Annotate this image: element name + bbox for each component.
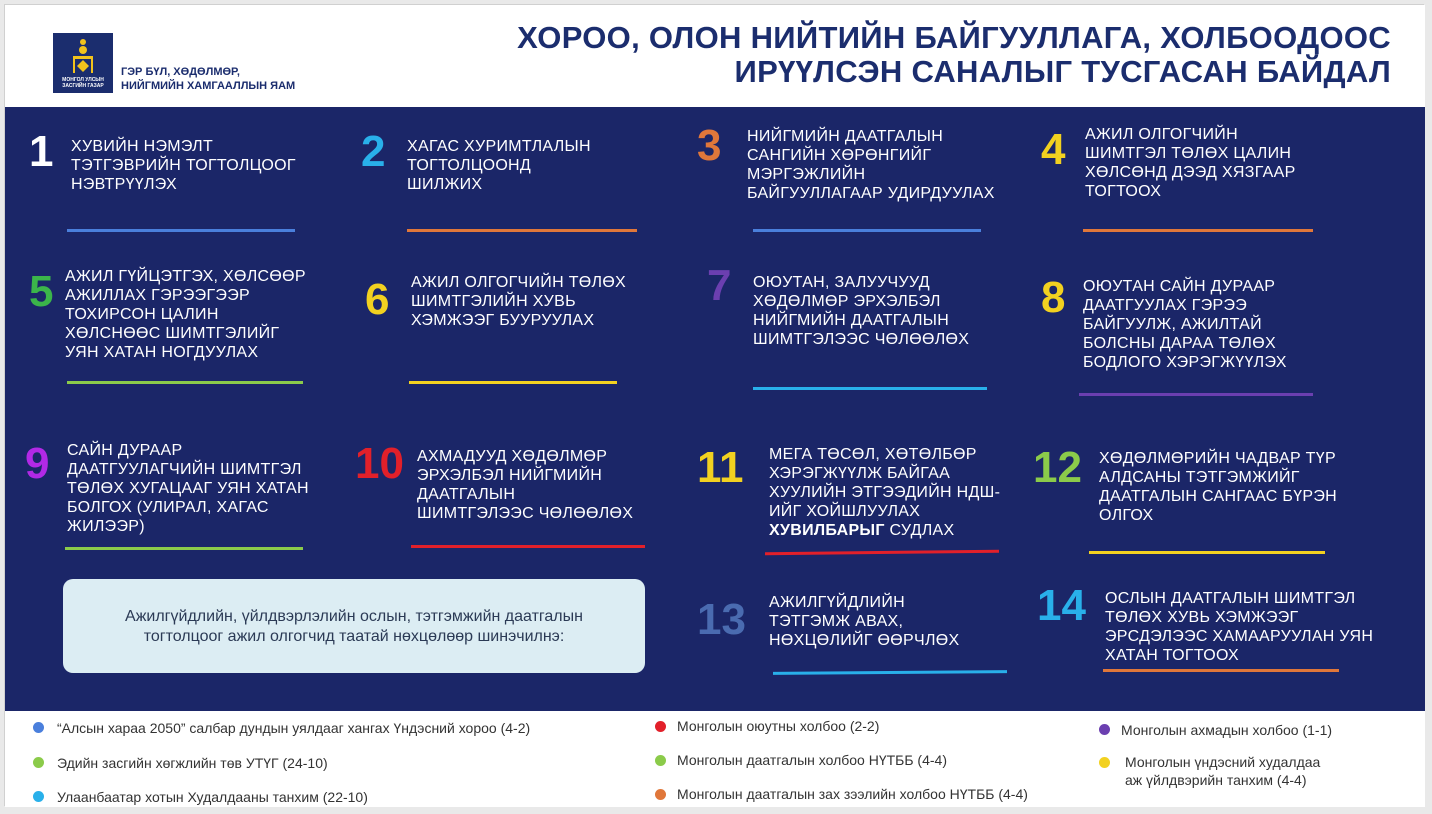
legend-item: “Алсын хараа 2050” салбар дундын уялдааг хангах Үндэсний хороо (4-2) xyxy=(57,720,531,736)
item-underline xyxy=(1089,551,1325,554)
item-underline xyxy=(1083,229,1313,232)
item-underline xyxy=(773,670,1007,675)
logo-text: МОНГОЛ УЛСЫН ЗАСГИЙН ГАЗАР xyxy=(62,77,104,89)
legend-item: Монголын ахмадын холбоо (1-1) xyxy=(1121,722,1333,738)
item-underline xyxy=(765,550,999,555)
item-underline xyxy=(407,229,637,232)
item-number: 12 xyxy=(1033,443,1082,492)
legend-dot xyxy=(1099,757,1110,768)
ministry-name: ГЭР БҮЛ, ХӨДӨЛМӨР, НИЙГМИЙН ХАМГААЛЛЫН ЯАМ xyxy=(121,66,296,92)
item-text: ХАГАС ХУРИМТЛАЛЫН ТОГТОЛЦООНД ШИЛЖИХ xyxy=(407,138,591,193)
item-text: ОЮУТАН, ЗАЛУУЧУУД ХӨДӨЛМӨР ЭРХЭЛБЭЛ НИЙГМИЙН ДААТГАЛЫН ШИМТГЭЛЭЭС ЧӨЛӨӨЛӨХ xyxy=(753,274,970,348)
item-underline xyxy=(409,381,617,384)
legend-item: Монголын оюутны холбоо (2-2) xyxy=(677,718,880,734)
item-number: 5 xyxy=(29,267,54,316)
legend-dot xyxy=(655,721,666,732)
item-underline xyxy=(67,381,303,384)
item-number: 8 xyxy=(1041,273,1066,322)
page-title: ХОРОО, ОЛОН НИЙТИЙН БАЙГУУЛЛАГА, ХОЛБООДООС ИРҮҮЛСЭН САНАЛЫГ ТУСГАСАН БАЙДАЛ xyxy=(517,20,1391,89)
item-text: ОСЛЫН ДААТГАЛЫН ШИМТГЭЛ ТӨЛӨХ ХУВЬ ХЭМЖЭЭГ ЭРСДЭЛЭЭС ХАМААРУУЛАН УЯН ХАТАН ТОГТООХ xyxy=(1105,590,1374,664)
legend-item: Монголын үндэсний худалдаа аж үйлдвэрийн танхим (4-4) xyxy=(1125,754,1321,788)
legend-item: Монголын даатгалын зах зээлийн холбоо НҮТББ (4-4) xyxy=(677,786,1028,802)
proposals-panel xyxy=(5,107,1425,711)
item-underline xyxy=(1079,393,1313,396)
legend-dot xyxy=(1099,724,1110,735)
item-underline xyxy=(753,229,981,232)
item-text: АХМАДУУД ХӨДӨЛМӨР ЭРХЭЛБЭЛ НИЙГМИЙН ДААТГАЛЫН ШИМТГЭЛЭЭС ЧӨЛӨӨЛӨХ xyxy=(417,448,634,522)
item-underline xyxy=(65,547,303,550)
item-text: АЖИЛ ОЛГОГЧИЙН ТӨЛӨХ ШИМТГЭЛИЙН ХУВЬ ХЭМЖЭЭГ БУУРУУЛАХ xyxy=(411,274,627,329)
item-number: 6 xyxy=(365,275,390,324)
legend-dot xyxy=(33,791,44,802)
item-text: АЖИЛГҮЙДЛИЙН ТЭТГЭМЖ АВАХ, НӨХЦӨЛИЙГ ӨӨРЧЛӨХ xyxy=(769,594,960,649)
legend-dot xyxy=(655,789,666,800)
item-text: АЖИЛ ОЛГОГЧИЙН ШИМТГЭЛ ТӨЛӨХ ЦАЛИН ХӨЛСӨНД ДЭЭД ХЯЗГААР ТОГТООХ xyxy=(1085,126,1296,200)
item-text: САЙН ДУРААР ДААТГУУЛАГЧИЙН ШИМТГЭЛ ТӨЛӨХ ХУГАЦААГ УЯН ХАТАН БОЛГОХ (УЛИРАЛ, ХАГАС ЖИЛЭЭР) xyxy=(67,442,309,535)
legend-item: Монголын даатгалын холбоо НҮТББ (4-4) xyxy=(677,752,947,768)
note-box: Ажилгүйдлийн, үйлдвэрлэлийн ослын, тэтгэмжийн даатгалын тогтолцоог ажил олгогчид таатай нөхцөлөөр шинэчилнэ: xyxy=(63,579,645,673)
item-number: 4 xyxy=(1041,125,1066,174)
item-text: ХӨДӨЛМӨРИЙН ЧАДВАР ТҮР АЛДСАНЫ ТЭТГЭМЖИЙГ ДААТГАЛЫН САНГААС БҮРЭН ОЛГОХ xyxy=(1099,450,1338,524)
item-underline xyxy=(753,387,987,390)
legend-item: Эдийн засгийн хөгжлийн төв УТҮГ (24-10) xyxy=(57,755,328,771)
item-number: 14 xyxy=(1037,581,1086,630)
item-underline xyxy=(67,229,295,232)
item-text: ХУВИЙН НЭМЭЛТ ТЭТГЭВРИЙН ТОГТОЛЦООГ НЭВТРҮҮЛЭХ xyxy=(71,138,296,193)
legend-item: Улаанбаатар хотын Худалдааны танхим (22-10) xyxy=(57,789,368,805)
government-logo xyxy=(53,33,113,93)
legend-dot xyxy=(655,755,666,766)
header xyxy=(5,5,1425,107)
legend xyxy=(5,711,1425,807)
item-number: 9 xyxy=(25,439,50,488)
item-text: НИЙГМИЙН ДААТГАЛЫН САНГИЙН ХӨРӨНГИЙГ МЭРГЭЖЛИЙН БАЙГУУЛЛАГААР УДИРДУУЛАХ xyxy=(747,128,995,202)
item-text: АЖИЛ ГҮЙЦЭТГЭХ, ХӨЛСӨӨР АЖИЛЛАХ ГЭРЭЭГЭЭР ТОХИРСОН ЦАЛИН ХӨЛСНӨӨС ШИМТГЭЛИЙГ УЯН ХАТАН НОГДУУЛАХ xyxy=(65,268,306,361)
item-number: 13 xyxy=(697,595,746,644)
legend-dot xyxy=(33,757,44,768)
item-number: 1 xyxy=(29,127,54,176)
item-text: ОЮУТАН САЙН ДУРААР ДААТГУУЛАХ ГЭРЭЭ БАЙГУУЛЖ, АЖИЛТАЙ БОЛСНЫ ДАРАА ТӨЛӨХ БОДЛОГО ХЭРЭГЖҮҮЛЭХ xyxy=(1083,278,1287,371)
legend-dot xyxy=(33,722,44,733)
item-underline xyxy=(411,545,645,548)
item-number: 3 xyxy=(697,121,722,170)
item-number: 11 xyxy=(697,443,744,492)
item-number: 7 xyxy=(707,261,732,310)
slide xyxy=(4,4,1424,806)
item-text: МЕГА ТӨСӨЛ, ХӨТӨЛБӨР ХЭРЭГЖҮҮЛЖ БАЙГАА ХУУЛИЙН ЭТГЭЭДИЙН НДШ- ИЙГ ХОЙШЛУУЛАХ ХУВИЛБАРЫГ СУДЛАХ xyxy=(769,446,1001,539)
soyombo-icon xyxy=(71,37,95,75)
item-number: 10 xyxy=(355,439,404,488)
item-underline xyxy=(1103,669,1339,672)
item-number: 2 xyxy=(361,127,386,176)
